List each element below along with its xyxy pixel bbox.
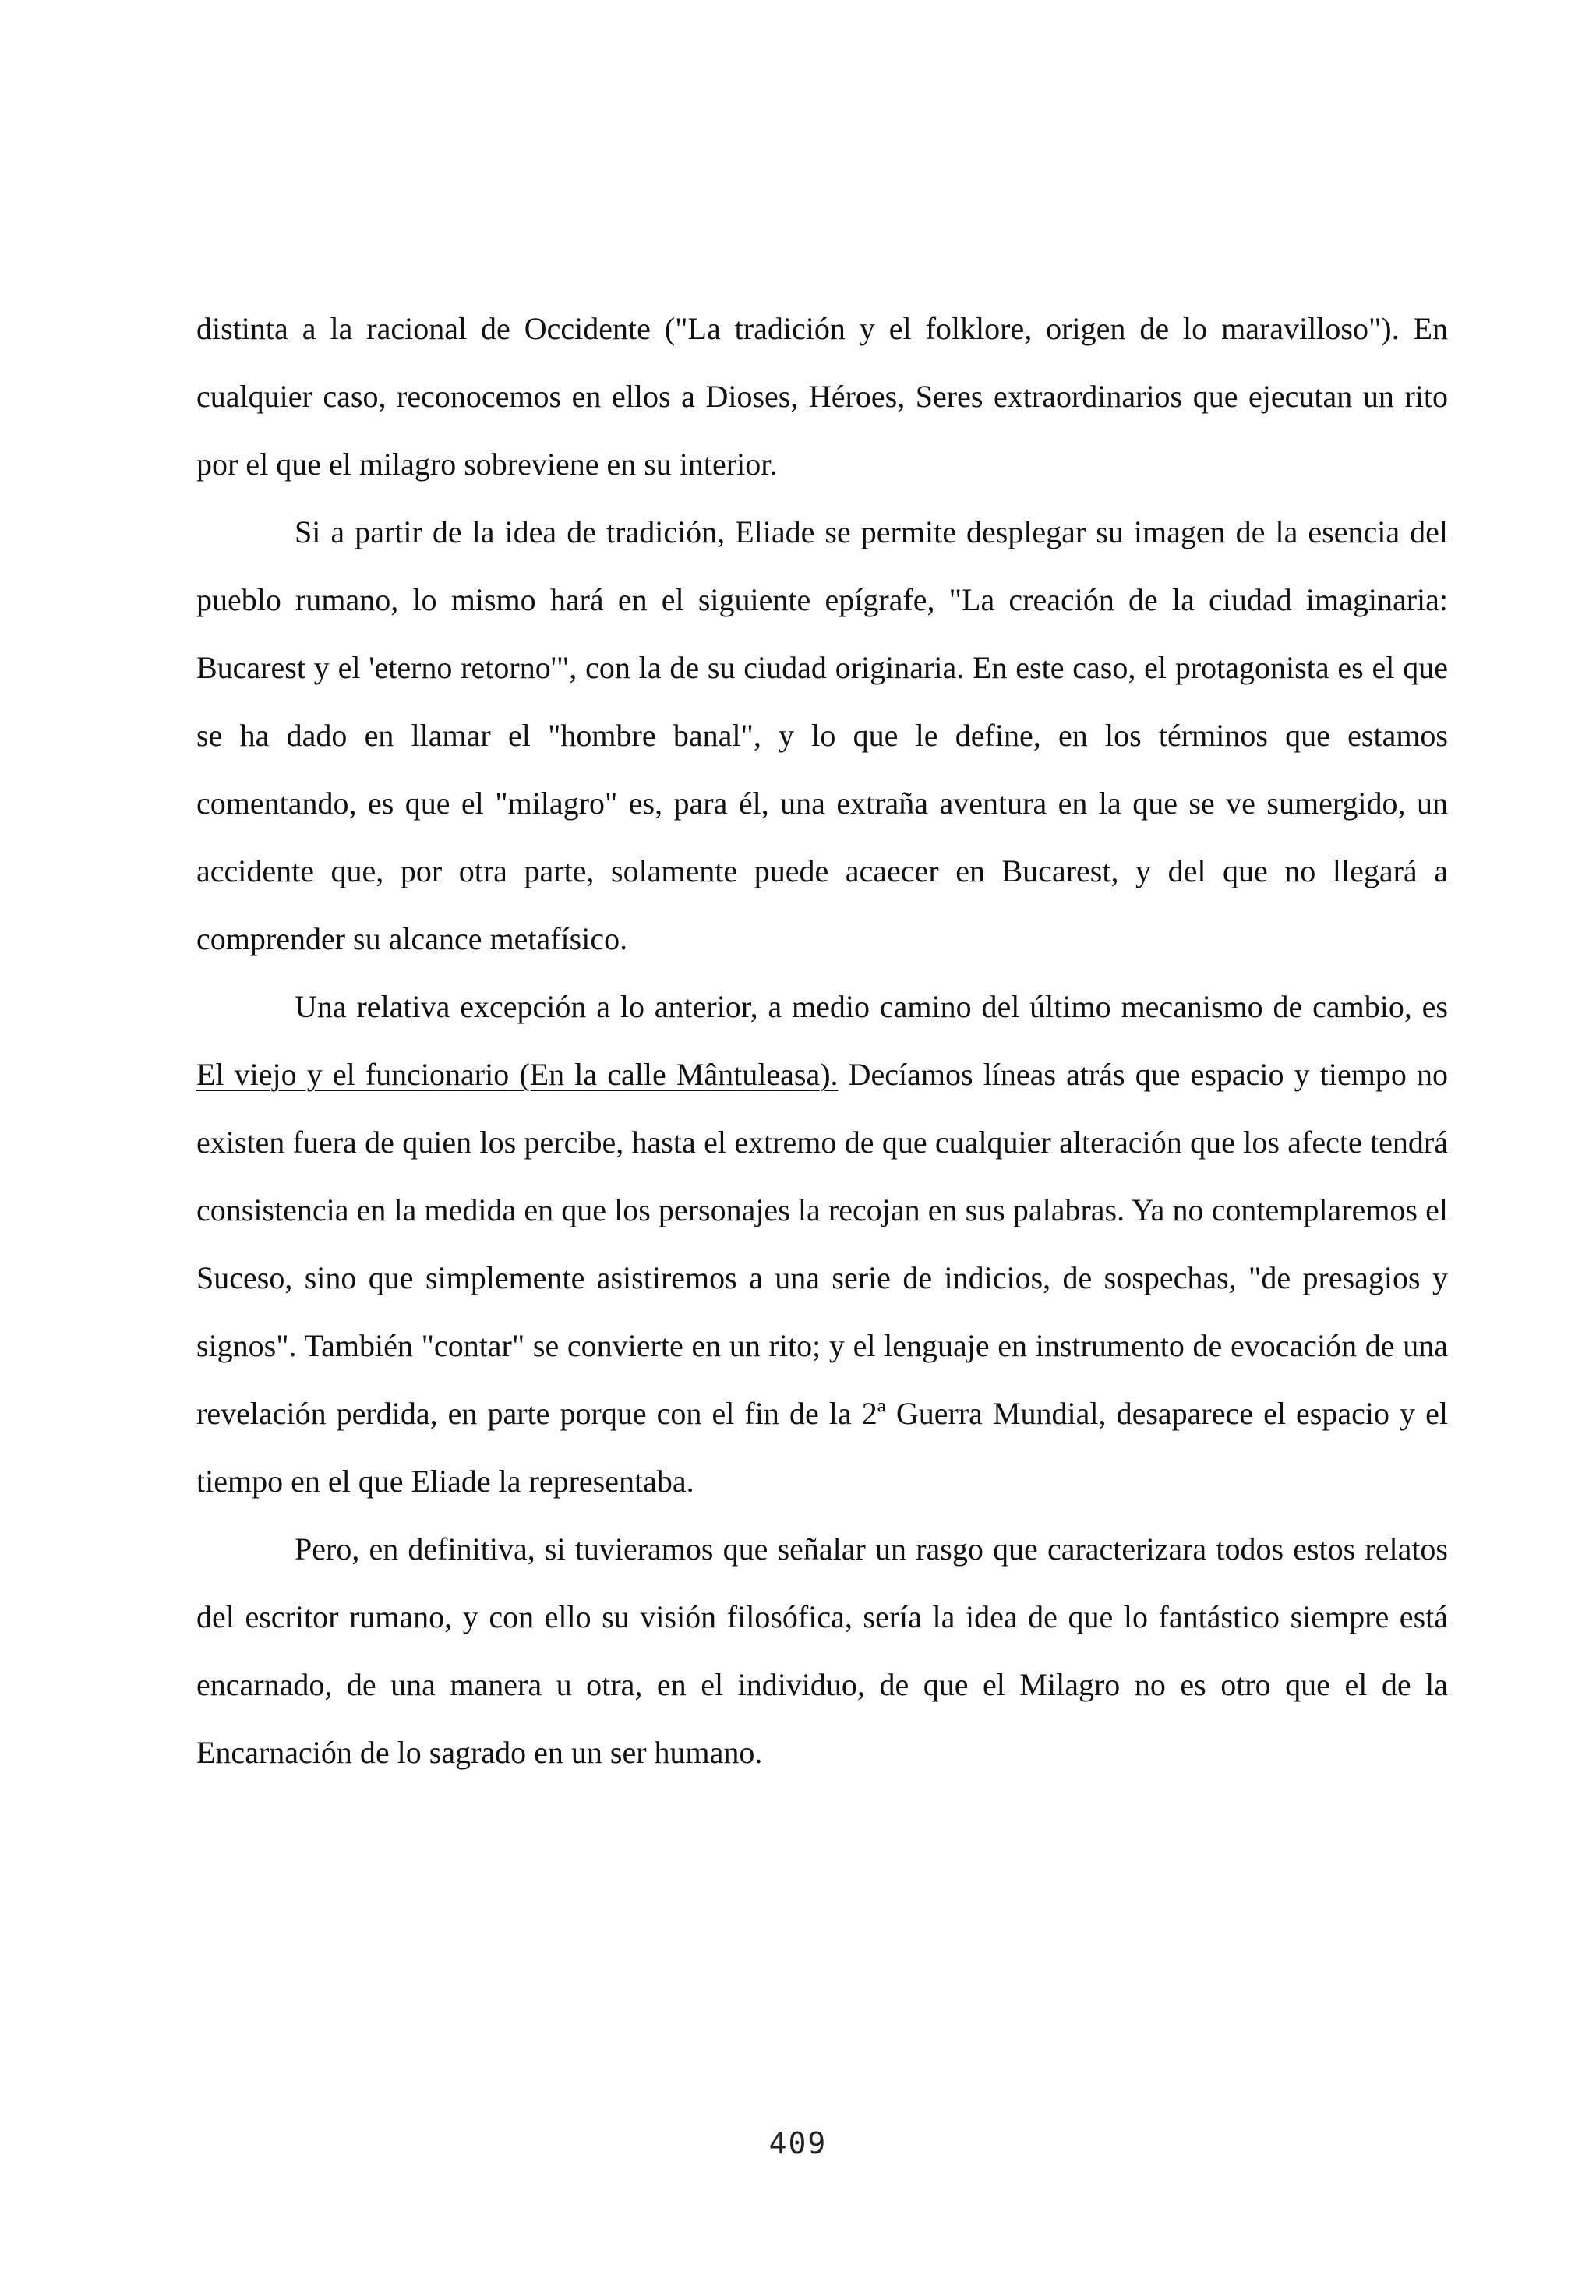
page-body [196, 295, 1448, 1786]
paragraph-conclusion: Pero, en definitiva, si tuvieramos que señalar un rasgo que caracterizara todos estos relatos del escritor rumano, y con ello su visión filosófica, sería la idea de que lo fantástico siempre está encarnado, de una manera u otra, en el individuo, de que el Milagro no es otro que el de la Encarnación de lo sagrado en un ser humano. [196, 1531, 1448, 1770]
paragraph-bucarest: Si a partir de la idea de tradición, Eliade se permite desplegar su imagen de la esencia del pueblo rumano, lo mismo hará en el siguiente epígrafe, "La creación de la ciudad imaginaria: Bucarest y el 'eterno retorno'", con la de su ciudad originaria. En este caso, el protagonista es el que se ha dado en llamar el "hombre banal", y lo que le define, en los términos que estamos comentando, es que el "milagro" es, para él, una extraña aventura en la que se ve sumergido, un accidente que, por otra parte, solamente puede acaecer en Bucarest, y del que no llegará a comprender su alcance metafísico. [196, 514, 1448, 956]
underlined-work-title: El viejo y el funcionario (En la calle Mântuleasa). [196, 1057, 839, 1092]
paragraph-exception-intro: Una relativa excepción a lo anterior, a medio camino del último mecanismo de cambio, es [295, 989, 1448, 1024]
page-number: 409 [768, 2126, 828, 2160]
paragraph-exception [196, 973, 1448, 1515]
paragraph-continuation: distinta a la racional de Occidente ("La tradición y el folklore, origen de lo maravilloso"). En cualquier caso, reconocemos en ellos a Dioses, Héroes, Seres extraordinarios que ejecutan un rito por el que el milagro sobreviene en su interior. [196, 311, 1448, 482]
paragraph-exception-body: Decíamos líneas atrás que espacio y tiempo no existen fuera de quien los percibe, hasta el extremo de que cualquier alteración que los afecte tendrá consistencia en la medida en que los personajes la recojan en sus palabras. Ya no contemplaremos el Suceso, sino que simplemente asistiremos a una serie de indicios, de sospechas, "de presagios y signos". También "contar" se convierte en un rito; y el lenguaje en instrumento de evocación de una revelación perdida, en parte porque con el fin de la 2ª Guerra Mundial, desaparece el espacio y el tiempo en el que Eliade la representaba. [196, 1057, 1448, 1499]
